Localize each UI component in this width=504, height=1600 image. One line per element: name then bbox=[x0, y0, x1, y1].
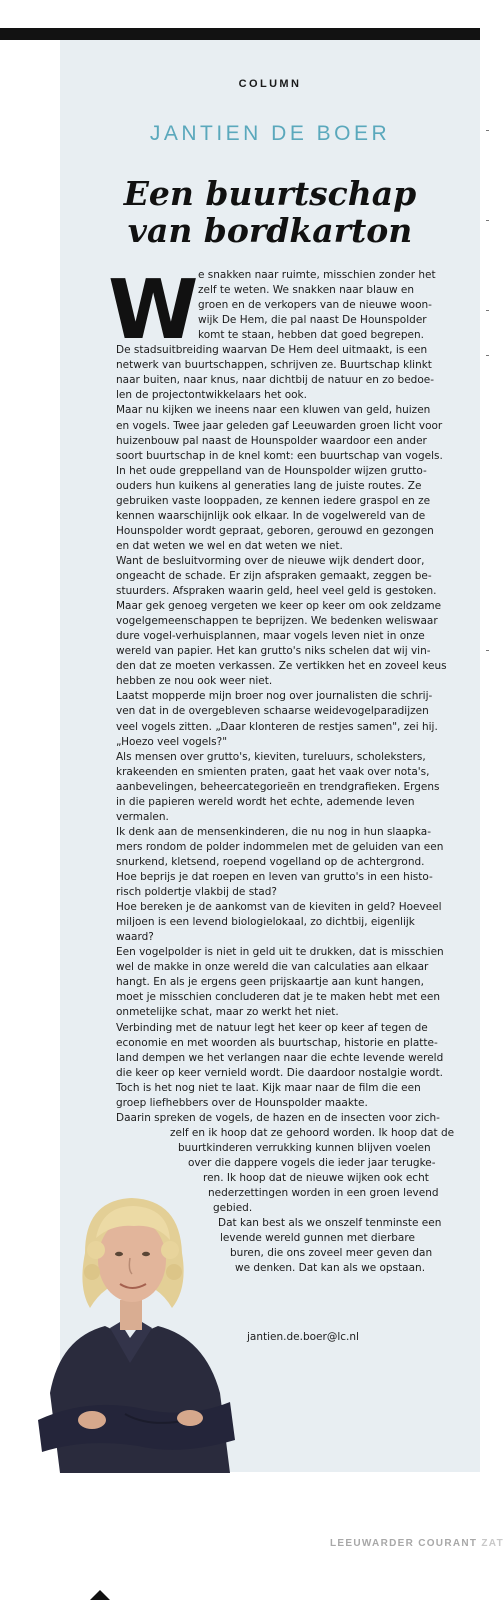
body-line: economie en met woorden als buurtschap, historie en platte- bbox=[116, 1036, 438, 1049]
body-line: land dempen we het verlangen naar die echte levende wereld bbox=[116, 1051, 444, 1064]
author-name: JANTIEN DE BOER bbox=[149, 122, 391, 145]
body-line: groen en de verkopers van de nieuwe woon- bbox=[198, 299, 432, 312]
body-line: nederzettingen worden in een groen levend bbox=[208, 1187, 439, 1200]
body-line: snurkend, kletsend, roepend vogelland op de achtergrond. bbox=[116, 855, 425, 868]
drop-cap: W bbox=[108, 263, 196, 358]
portrait-shirt bbox=[50, 1326, 230, 1473]
portrait-face bbox=[98, 1218, 166, 1302]
body-line: waard? bbox=[116, 931, 154, 944]
body-line: „Hoezo veel vogels?" bbox=[116, 735, 228, 748]
body-line: groep liefhebbers over de Hounspolder maakte. bbox=[116, 1096, 368, 1109]
body-line: Dat kan best als we onszelf tenminste een bbox=[218, 1217, 442, 1230]
body-line: Verbinding met de natuur legt het keer op keer af tegen de bbox=[116, 1021, 428, 1034]
body-line: levende wereld gunnen met dierbare bbox=[220, 1232, 415, 1245]
body-line: ren. Ik hoop dat de nieuwe wijken ook echt bbox=[203, 1172, 429, 1184]
body-line: en vogels. Twee jaar geleden gaf Leeuwarden groen licht voor bbox=[116, 419, 443, 432]
footer-day: ZAT bbox=[481, 1538, 504, 1549]
margin-marks bbox=[482, 130, 498, 730]
body-line: Ik denk aan de mensenkinderen, die nu nog in hun slaapka- bbox=[116, 825, 431, 838]
body-line: mers rondom de polder indommelen met de geluiden van een bbox=[116, 840, 444, 853]
body-line: zelf te weten. We snakken naar blauw en bbox=[198, 284, 415, 297]
body-line: en dat weten we wel en dat weten we niet. bbox=[116, 539, 343, 552]
body-line: Maar nu kijken we ineens naar een kluwen van geld, huizen bbox=[116, 404, 431, 417]
body-line: len de projectontwikkelaars het ook. bbox=[116, 389, 307, 402]
body-line: Daarin spreken de vogels, de hazen en de insecten voor zich- bbox=[116, 1111, 440, 1124]
body-line: Hoe bereken je de aankomst van de kieviten in geld? Hoeveel bbox=[116, 901, 442, 914]
body-line: vogelgemeenschappen te beprijzen. We bedenken weliswaar bbox=[116, 615, 438, 628]
body-line: zelf en ik hoop dat ze gehoord worden. Ik hoop dat de bbox=[170, 1126, 455, 1139]
body-line: Want de besluitvorming over de nieuwe wijk dendert door, bbox=[116, 554, 425, 567]
body-line: gebied. bbox=[213, 1202, 253, 1215]
page-footer bbox=[330, 1538, 504, 1549]
body-line: onmetelijke schat, maar zo werkt het niet. bbox=[116, 1006, 339, 1019]
body-line: wereld van papier. Het kan grutto's niks schelen dat wij vin- bbox=[116, 645, 431, 658]
body-line: De stadsuitbreiding waarvan De Hem deel uitmaakt, is een bbox=[116, 344, 428, 357]
body-line: die keer op keer vernield wordt. Die daardoor nostalgie wordt. bbox=[116, 1066, 444, 1079]
corner-mark bbox=[90, 1590, 110, 1600]
body-line: Hoe beprijs je dat roepen en leven van grutto's in een histo- bbox=[116, 871, 433, 883]
body-line: ongeacht de schade. Er zijn afspraken gemaakt, zeggen be- bbox=[116, 570, 432, 582]
headline bbox=[70, 175, 470, 249]
body-line: ouders hun kuikens al generaties lang de juiste routes. Ze bbox=[116, 479, 422, 492]
body-line: buurtkinderen verrukking kunnen blijven voelen bbox=[178, 1141, 431, 1154]
body-line: komt te staan, hebben dat goed begrepen. bbox=[198, 329, 424, 342]
body-line: Maar gek genoeg vergeten we keer op keer om ook zeldzame bbox=[116, 600, 442, 613]
body-line: In het oude greppelland van de Hounspolder wijzen grutto- bbox=[116, 464, 427, 477]
body-line: huizenbouw pal naast de Hounspolder waardoor een ander bbox=[116, 434, 427, 447]
body-line: we denken. Dat kan als we opstaan. bbox=[235, 1262, 426, 1275]
body-line: moet je misschien concluderen dat je te maken hebt met een bbox=[116, 991, 440, 1004]
body-line: den dat ze moeten verkassen. Ze vertikken het en zoveel keus bbox=[116, 660, 447, 673]
author-portrait bbox=[30, 1188, 240, 1473]
body-line: wijk De Hem, die pal naast De Hounspolder bbox=[198, 314, 427, 327]
body-line: naar buiten, naar knus, naar dichtbij de natuur en zo bedoe- bbox=[116, 374, 434, 387]
body-line: krakeenden en smienten praten, gaat het vaak over nota's, bbox=[116, 765, 430, 778]
body-line: over die dappere vogels die ieder jaar terugke- bbox=[188, 1156, 436, 1169]
body-line: hebben ze nou ook weer niet. bbox=[116, 675, 273, 688]
section-label: COLUMN bbox=[238, 78, 302, 90]
body-line: miljoen is een levend biologielokaal, zo dichtbij, eigenlijk bbox=[116, 916, 415, 929]
body-line: risch poldertje vlakbij de stad? bbox=[116, 886, 277, 899]
body-line: ven dat in de overgebleven schaarse weidevogelparadijzen bbox=[116, 705, 429, 718]
headline-line-2: van bordkarton bbox=[127, 211, 413, 250]
headline-line-1: Een buurtschap bbox=[123, 174, 417, 213]
body-line: dure vogel-verhuisplannen, maar vogels leven niet in onze bbox=[116, 630, 425, 643]
portrait-hand bbox=[78, 1411, 106, 1429]
body-line: in die papieren wereld wordt het echte, ademende leven bbox=[116, 795, 415, 808]
body-line: vermalen. bbox=[116, 810, 169, 823]
body-line: kennen waarschijnlijk ook elkaar. In de vogelwereld van de bbox=[116, 509, 426, 522]
body-line: Een vogelpolder is niet in geld uit te drukken, dat is misschien bbox=[116, 946, 444, 959]
body-line: Toch is het nog niet te laat. Kijk maar naar de film die een bbox=[116, 1081, 421, 1094]
author-email: jantien.de.boer@lc.nl bbox=[247, 1331, 359, 1343]
body-line: gebruiken vaste looppaden, ze kennen iedere graspol en ze bbox=[116, 494, 431, 507]
body-line: aanbevelingen, beheercategorieën en trendgrafieken. Ergens bbox=[116, 780, 440, 793]
body-line: e snakken naar ruimte, misschien zonder het bbox=[198, 269, 436, 281]
body-line: wel de makke in onze wereld die van calculaties aan elkaar bbox=[116, 961, 429, 974]
body-line: soort buurtschap in de knel komt: een buurtschap van vogels. bbox=[116, 449, 443, 462]
body-line: netwerk van buurtschappen, schrijven ze. Buurtschap klinkt bbox=[116, 359, 432, 372]
body-line: buren, die ons zoveel meer geven dan bbox=[230, 1247, 433, 1260]
top-rule bbox=[0, 28, 480, 40]
footer-paper-name: LEEUWARDER COURANT bbox=[330, 1538, 478, 1549]
body-line: stuurders. Afspraken waarin geld, heel veel geld is gestoken. bbox=[116, 585, 437, 598]
body-line: veel vogels zitten. „Daar klonteren de restjes samen", zei hij. bbox=[116, 720, 438, 733]
body-line: Laatst mopperde mijn broer nog over journalisten die schrij- bbox=[116, 690, 433, 703]
body-line: Hounspolder wordt gepraat, geboren, gerouwd en gezongen bbox=[116, 524, 434, 537]
body-line: Als mensen over grutto's, kieviten, tureluurs, scholeksters, bbox=[116, 750, 426, 763]
body-line: hangt. En als je ergens geen prijskaartje aan kunt hangen, bbox=[116, 976, 424, 989]
